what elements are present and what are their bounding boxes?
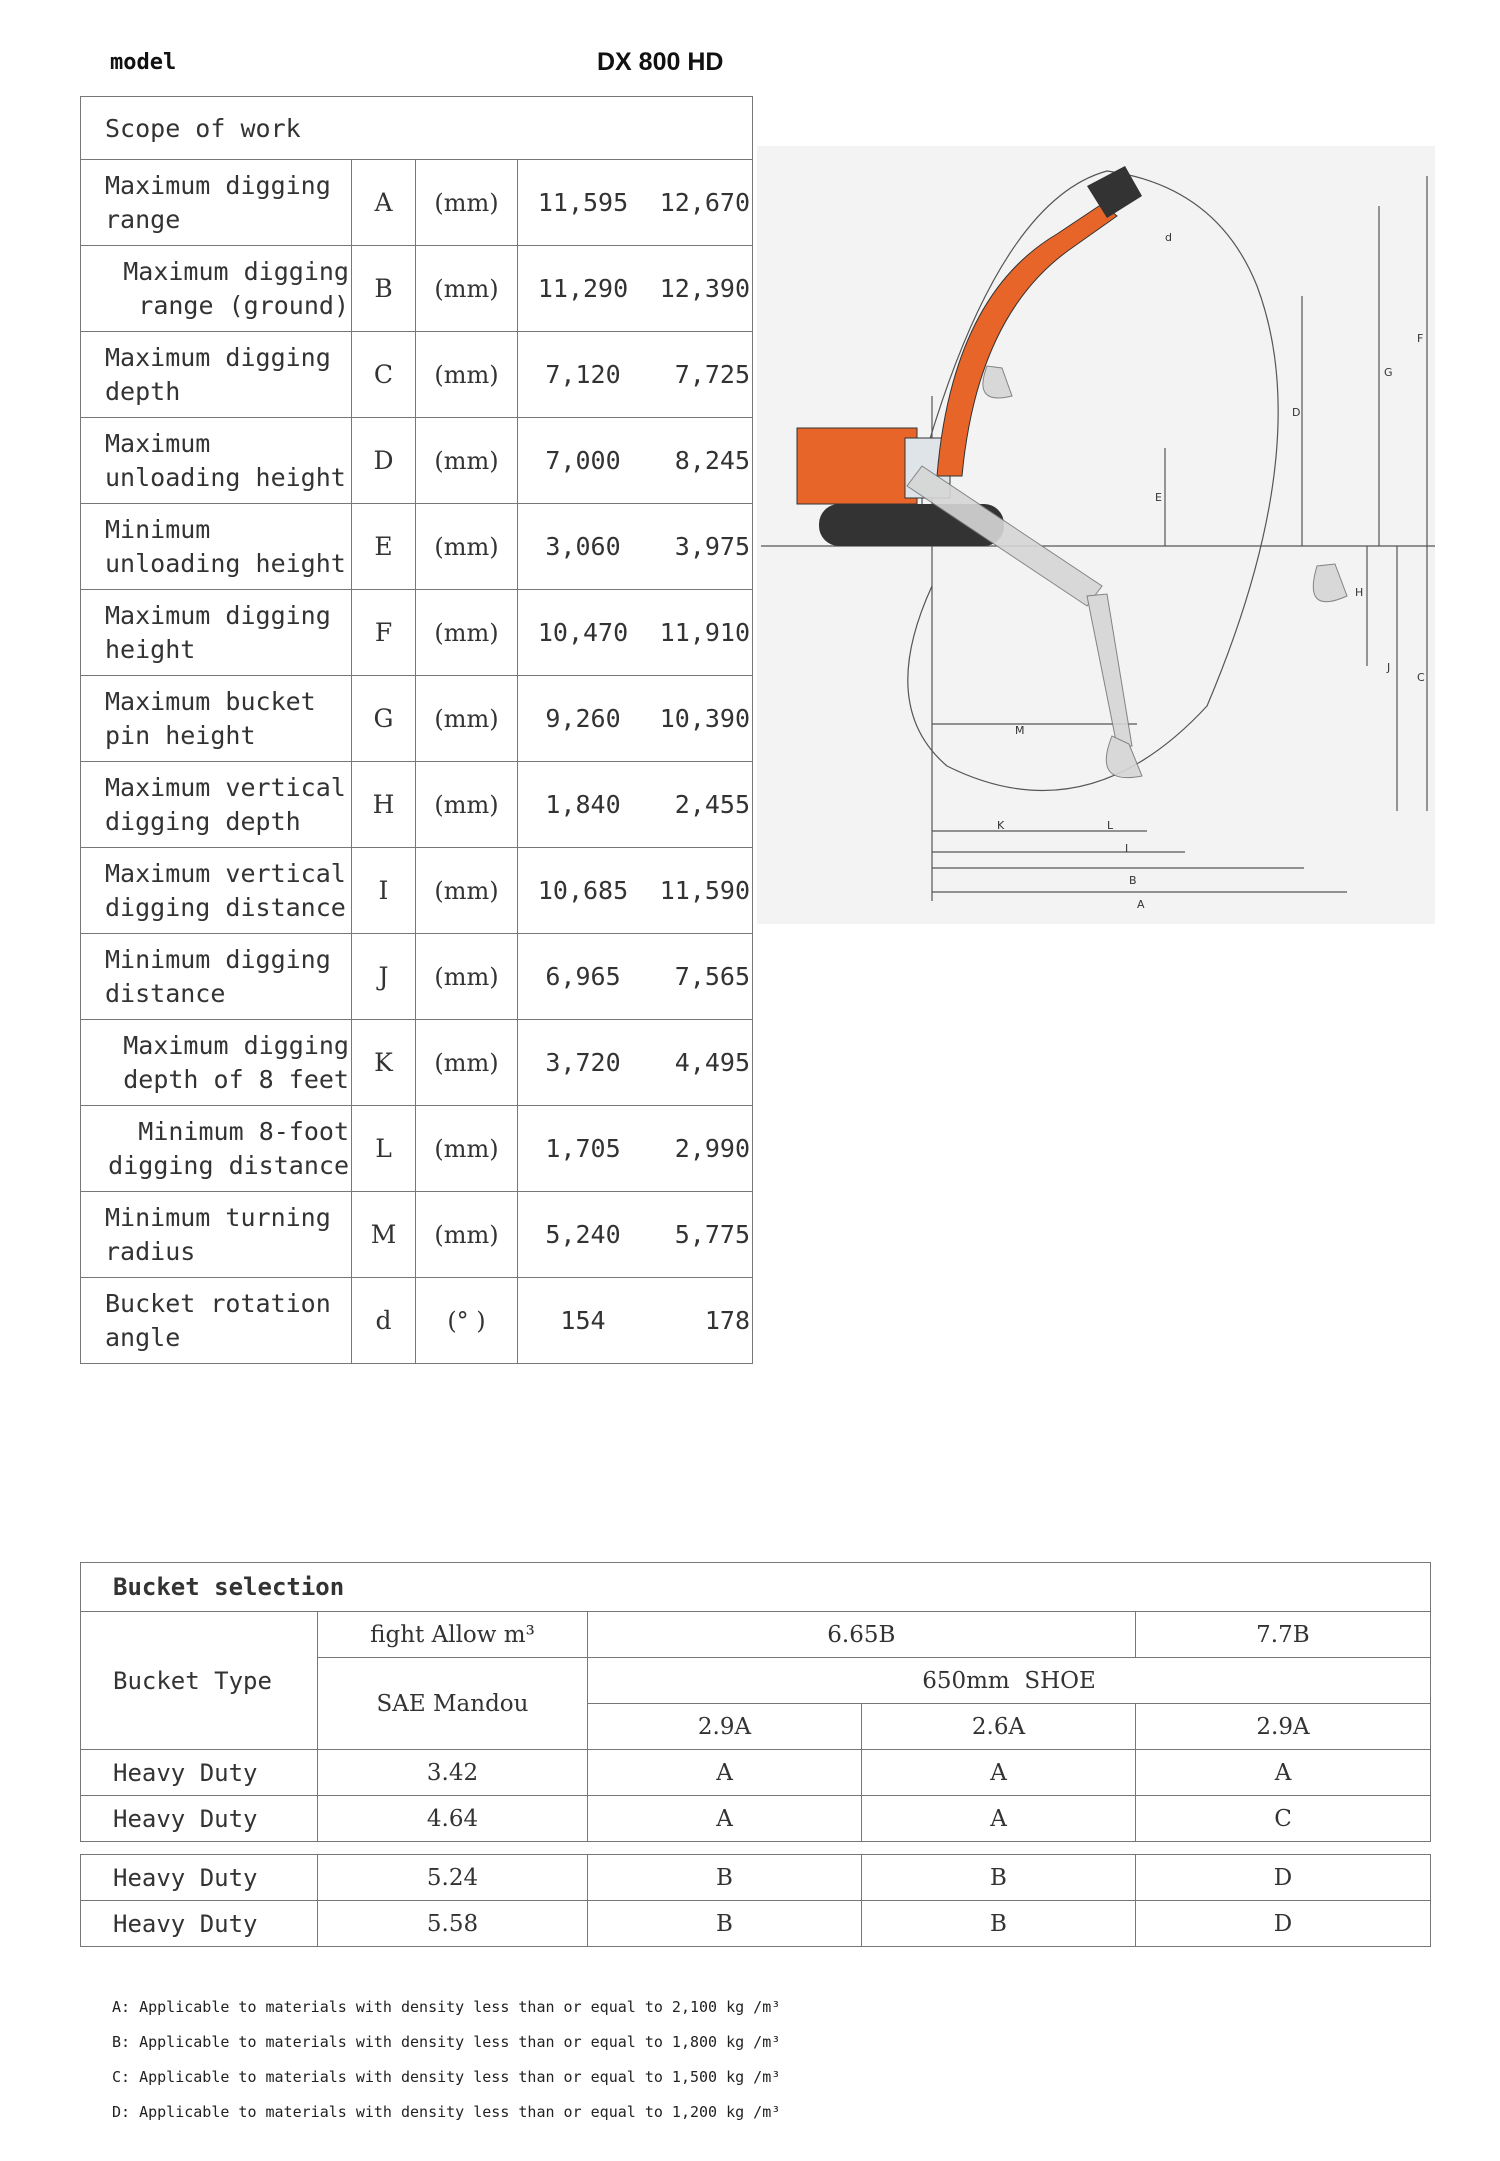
spec-value-1: 3,060 [545, 532, 621, 561]
spec-code: K [352, 1020, 416, 1106]
density-note-c: C: Applicable to materials with density less than or equal to 1,500 kg /m³ [112, 2068, 781, 2086]
scope-row [81, 246, 753, 332]
spec-values [518, 848, 753, 934]
spec-values [518, 418, 753, 504]
spec-code: M [352, 1192, 416, 1278]
bucket-class-2: A [862, 1796, 1136, 1842]
model-label: model [110, 50, 177, 75]
spec-value-1: 3,720 [545, 1048, 621, 1077]
spec-value-2: 3,975 [674, 532, 750, 561]
bucket-class-2: B [862, 1901, 1136, 1947]
spec-value-1: 7,000 [545, 446, 621, 475]
spec-values [518, 934, 753, 1020]
bucket-class-3: C [1136, 1796, 1431, 1842]
spec-unit: (° ) [416, 1278, 518, 1364]
spec-value-2: 178 [704, 1306, 750, 1335]
arm-65b-header [588, 1612, 1431, 1658]
bucket-class-1: A [588, 1796, 862, 1842]
bucket-type: Heavy Duty [81, 1901, 318, 1947]
spec-code: H [352, 762, 416, 848]
density-note-a: A: Applicable to materials with density less than or equal to 2,100 kg /m³ [112, 1998, 781, 2016]
scope-row [81, 590, 753, 676]
scope-row [81, 1278, 753, 1364]
spec-values [518, 590, 753, 676]
spec-name: Maximum vertical digging distance [81, 848, 352, 934]
spec-values [518, 1278, 753, 1364]
sae-header: SAE Mandou [318, 1658, 588, 1750]
scope-row [81, 762, 753, 848]
bucket-selection-table [80, 1562, 1431, 1947]
spec-name: Minimum unloading height [81, 504, 352, 590]
bucket-class-3: A [1136, 1750, 1431, 1796]
sub-header-1: 2.9A [588, 1704, 862, 1750]
scope-row [81, 332, 753, 418]
spec-value-1: 11,290 [537, 274, 629, 303]
bucket-row [81, 1901, 1431, 1947]
arm-77b-label: 7.7B [1256, 1621, 1310, 1648]
spec-code: G [352, 676, 416, 762]
spec-name: Maximum digging depth of 8 feet [81, 1020, 352, 1106]
dim-label-h: H [1355, 586, 1364, 599]
spec-unit: (mm) [416, 246, 518, 332]
spec-value-1: 154 [560, 1306, 606, 1335]
spec-unit: (mm) [416, 848, 518, 934]
spec-values [518, 332, 753, 418]
spec-value-2: 12,670 [659, 188, 750, 217]
spec-code: L [352, 1106, 416, 1192]
bucket-class-3: D [1136, 1855, 1431, 1901]
arm-65b-label: 6.65B [588, 1612, 1136, 1657]
bucket-class-1: B [588, 1901, 862, 1947]
scope-row [81, 1020, 753, 1106]
spec-value-1: 1,840 [545, 790, 621, 819]
bucket-type-header: Bucket Type [81, 1612, 318, 1750]
spec-values [518, 762, 753, 848]
sub-header-3: 2.9A [1136, 1704, 1431, 1750]
bucket-title-row [81, 1563, 1431, 1612]
spec-code: F [352, 590, 416, 676]
density-note-b: B: Applicable to materials with density less than or equal to 1,800 kg /m³ [112, 2033, 781, 2051]
scope-title-row [81, 97, 753, 160]
spec-values [518, 676, 753, 762]
dim-label-j: J [1387, 661, 1391, 674]
bucket-row [81, 1750, 1431, 1796]
spec-name: Maximum vertical digging depth [81, 762, 352, 848]
model-name: DX 800 HD [597, 48, 724, 76]
spec-value-1: 9,260 [545, 704, 621, 733]
excavator-body [797, 428, 917, 504]
scope-title: Scope of work [81, 97, 753, 160]
scope-row [81, 676, 753, 762]
spec-code: d [352, 1278, 416, 1364]
spec-unit: (mm) [416, 1020, 518, 1106]
spec-name: Maximum unloading height [81, 418, 352, 504]
bucket-type: Heavy Duty [81, 1855, 318, 1901]
dim-label-d: D [1292, 406, 1301, 419]
dim-label-e: E [1155, 491, 1162, 504]
spec-value-1: 1,705 [545, 1134, 621, 1163]
spec-name: Maximum digging height [81, 590, 352, 676]
spec-value-2: 7,565 [674, 962, 750, 991]
spec-values [518, 1192, 753, 1278]
fight-allow-header: fight Allow m³ [318, 1612, 588, 1658]
spec-values [518, 1020, 753, 1106]
shoe-header: 650mm SHOE [588, 1658, 1431, 1704]
spec-code: E [352, 504, 416, 590]
spec-value-2: 7,725 [674, 360, 750, 389]
scope-of-work-table [80, 96, 753, 1364]
spec-unit: (mm) [416, 504, 518, 590]
spec-value-2: 10,390 [659, 704, 750, 733]
spec-values [518, 504, 753, 590]
spec-values [518, 246, 753, 332]
spec-value-1: 7,120 [545, 360, 621, 389]
spec-value-2: 11,910 [659, 618, 750, 647]
spec-unit: (mm) [416, 1192, 518, 1278]
bucket-row [81, 1796, 1431, 1842]
spec-code: I [352, 848, 416, 934]
spec-code: J [352, 934, 416, 1020]
bucket-class-2: A [862, 1750, 1136, 1796]
spec-unit: (mm) [416, 676, 518, 762]
spec-name: Maximum digging range [81, 160, 352, 246]
spec-unit: (mm) [416, 418, 518, 504]
dim-label-c: C [1417, 671, 1425, 684]
spec-code: B [352, 246, 416, 332]
bucket-gap-row [81, 1842, 1431, 1855]
bucket-capacity: 3.42 [318, 1750, 588, 1796]
spec-value-2: 4,495 [674, 1048, 750, 1077]
spec-value-2: 2,455 [674, 790, 750, 819]
spec-value-1: 10,685 [537, 876, 629, 905]
bucket-title: Bucket selection [81, 1563, 1431, 1612]
spec-value-2: 12,390 [659, 274, 750, 303]
bucket-type: Heavy Duty [81, 1796, 318, 1842]
spec-values [518, 160, 753, 246]
dim-label-angle: d [1165, 231, 1172, 244]
bucket-header-row-1 [81, 1612, 1431, 1658]
spec-unit: (mm) [416, 762, 518, 848]
spec-value-1: 11,595 [537, 188, 629, 217]
scope-row [81, 1106, 753, 1192]
spec-value-2: 5,775 [674, 1220, 750, 1249]
bucket-capacity: 5.58 [318, 1901, 588, 1947]
dim-label-b: B [1129, 874, 1137, 887]
spec-name: Minimum turning radius [81, 1192, 352, 1278]
bucket-capacity: 4.64 [318, 1796, 588, 1842]
spec-unit: (mm) [416, 934, 518, 1020]
scope-row [81, 848, 753, 934]
spec-value-1: 10,470 [537, 618, 629, 647]
spec-name: Maximum bucket pin height [81, 676, 352, 762]
spec-code: C [352, 332, 416, 418]
spec-value-2: 2,990 [674, 1134, 750, 1163]
working-range-diagram [757, 146, 1435, 924]
dim-label-m: M [1015, 724, 1025, 737]
spec-unit: (mm) [416, 1106, 518, 1192]
density-note-d: D: Applicable to materials with density less than or equal to 1,200 kg /m³ [112, 2103, 781, 2121]
dim-label-f: F [1417, 332, 1424, 345]
dim-label-a: A [1137, 898, 1145, 911]
scope-row [81, 504, 753, 590]
bucket-capacity: 5.24 [318, 1855, 588, 1901]
bucket-row [81, 1855, 1431, 1901]
spec-name: Minimum digging distance [81, 934, 352, 1020]
spec-values [518, 1106, 753, 1192]
scope-row [81, 418, 753, 504]
spec-name: Minimum 8-foot digging distance [81, 1106, 352, 1192]
bucket-class-1: A [588, 1750, 862, 1796]
spec-unit: (mm) [416, 332, 518, 418]
spec-name: Maximum digging range (ground) [81, 246, 352, 332]
spec-code: D [352, 418, 416, 504]
bucket-class-3: D [1136, 1901, 1431, 1947]
spec-value-1: 6,965 [545, 962, 621, 991]
spec-value-1: 5,240 [545, 1220, 621, 1249]
gap-cell [81, 1842, 1431, 1855]
bucket-type: Heavy Duty [81, 1750, 318, 1796]
dim-label-k: K [997, 819, 1005, 832]
dim-label-g: G [1384, 366, 1393, 379]
scope-row [81, 1192, 753, 1278]
sub-header-2: 2.6A [862, 1704, 1136, 1750]
spec-unit: (mm) [416, 160, 518, 246]
spec-unit: (mm) [416, 590, 518, 676]
scope-row [81, 934, 753, 1020]
spec-name: Maximum digging depth [81, 332, 352, 418]
spec-value-2: 8,245 [674, 446, 750, 475]
spec-code: A [352, 160, 416, 246]
bucket-class-2: B [862, 1855, 1136, 1901]
dim-label-l: L [1107, 819, 1114, 832]
spec-name: Bucket rotation angle [81, 1278, 352, 1364]
spec-value-2: 11,590 [659, 876, 750, 905]
scope-row [81, 160, 753, 246]
bucket-class-1: B [588, 1855, 862, 1901]
dim-label-i: I [1125, 842, 1129, 855]
